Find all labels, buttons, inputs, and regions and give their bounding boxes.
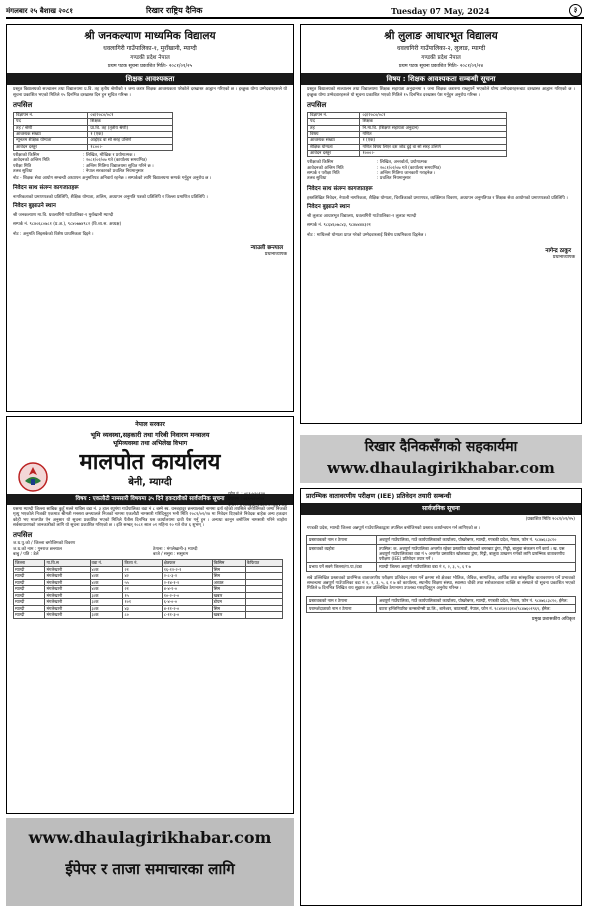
exam-key: परीक्षाको किसिम [307,160,334,166]
land-cell: ४।क [90,573,123,580]
land-cell: डोयम [212,599,245,606]
land-cell: मंगलेखानी [45,586,90,593]
header-left-date: मंगलबार २५ बैशाख २०८१ [6,7,73,15]
details-key: आवश्यक संख्या [308,138,360,144]
details-value: ०३/२०८०/०८१ [360,112,507,118]
owner-name: ज.ध.को नाम : गुनराज छन्त्याल [13,546,62,552]
land-cell: ४३ [123,605,162,612]
land-cell: म्याग्दी [14,599,45,606]
exam-value: : प्रचलित नियमानुसार [377,176,411,182]
exam-key: आवेदनको अन्तिम मिति [13,158,50,164]
notice-body: यसमा म्याग्दी जिल्ला साबिक कुहुँ मल्ले गाविस वडा नं. ३ हाल रघुगंगा गाउँपालिका वडा नं ८ बस्ने स्व. धनबहादुर छन्त्यालको नाममा दर्ता रहेको तपसिल बमोजिमको जग्गा निजको मृत्यु भएकोले निजकी एकमात्र श्रीमती मनसरा छन्त्यालले निजको नाममा एकलौटी नामसारी गरिदिनुहुन भनी मिति २०८१/०१/२४ मा निवेदन दिएकोले निवेदक बाहेक अन्य हकदार कोही भए मालपोत ऐन अनुसार यो सूचना प्रकाशित भएको मितिले पैंतीस दिनभित्र यस कार्यालयमा दावी पेश गर्नु हुन । अन्यथा कानून बमोजिम नामसारी गरिने व्यहोरा सर्वसाधारणको जानकारीको लागि यो सूचना प्रकाशित गरिएको छ । इति सम्बत् २०८१ साल ०१ महिना २० गते रोज ६ शुभम् । [13,506,287,529]
contact-note: नोट : माथिल्लो योग्यता प्राप्त गरेको उम्मेदवारलाई विशेष प्राथमिकता दिइनेछ । [307,232,427,238]
exam-value: : अन्तिम मितिमा जानकारी गराइनेछ । [377,171,436,177]
office-email: ईमेल : myagdi@dolrm.gov.np [228,501,287,507]
notice-malpot [6,416,294,814]
notice-lulang [300,24,582,424]
iee-table [306,535,576,571]
iee-pub-date: (प्रकाशित मितिः २०८१/०१/२५) [525,516,575,522]
land-cell: म्याग्दी [14,605,45,612]
iee-value: वाटरा इन्जिनियरिङ कन्सल्टेन्सी प्रा.लि., बानेश्वर, काठमाडौं, नेपाल, फोन नं. ९८४१४१२३१०/९८४७६०१९६९, ईमेल: [377,604,576,612]
exam-value: : नेपाल सरकारको प्रचलित नियमानुसार [83,169,144,175]
land-cell: २-८-३-२ [162,573,212,580]
details-key: विज्ञापन नं. [308,112,360,118]
exam-value: : २०८१/०२/०७ गते (कार्यालय समयभित्र) [83,158,147,164]
details-key: तह [308,125,360,131]
details-key: विषय [308,131,360,137]
land-cell: सिम [212,566,245,573]
office-fax: फ्याक्स : ०६९-५२०१२४ [228,496,265,502]
page-number: ३ [569,4,582,17]
details-key: विज्ञापन नं. [14,112,88,118]
notice-band: विषय : शिक्षक आवश्यकता सम्बन्धी सूचना [301,73,581,86]
publish-date: प्रथम पटक सूचना प्रकाशित मितिः- २०८१/०१/२४ [398,63,484,69]
iee-key: प्रस्तावकको नाम र ठेगाना [307,536,377,544]
office-title: मालपोत कार्यालय [79,450,221,475]
land-cell: मंगलेखानी [45,566,90,573]
land-col-header: कैफियत [245,560,282,567]
land-col-header: क्षेत्रफल [162,560,212,567]
school-name: श्री जनकल्याण माध्यमिक विद्यालय [84,30,216,42]
land-cell: ३।क [90,599,123,606]
land-cell: खबार [212,612,245,619]
land-cell: म्याग्दी [14,612,45,619]
land-cell: १०-२-२-० [162,592,212,599]
iee-row [307,604,576,612]
land-cell: १६-१२-२-१ [162,566,212,573]
notice-band: विषय : एकलौटी नामसारी विषयमा ३५ दिने हकदावीको सार्वजनिक सूचना [7,494,293,505]
iee-key: प्रभाव पर्ने सक्ने जिल्ला/गा.पा./वडा [307,563,377,571]
land-cell: ४२ [123,573,162,580]
details-value: गणित विषय लिएर दश जोड दुई वा सो सरह उत्तिर्ण [360,144,507,150]
masthead-title: रिखार राष्ट्रिय दैनिक [146,6,203,15]
land-row [14,612,283,619]
details-value: आईएड वा सो सरह उत्तिर्ण [88,138,173,144]
details-table [13,112,173,151]
land-cell: २-१४-१-२ [162,579,212,586]
notice-janakalyan [6,24,294,412]
details-key: आवेदन दस्तुर [308,150,360,156]
details-value: १ (एक) [360,138,507,144]
apply-title: निवेदन बुझाउने स्थान [307,204,350,211]
publish-date: प्रथम पटक सूचना प्रकाशित मितिः- २०८१/०१/२५ [107,63,193,69]
land-cell: मंगलेखानी [45,579,90,586]
docs-text: नागरिकताको प्रमाणपत्रको प्रतिलिपि, शैक्षिक योग्यता, तालिम, अध्यापन अनुमति पत्रको प्रतिलिपि र जिल्ला प्रमाणित प्रतिलिपि । [13,194,208,200]
details-title: तपसिल [307,101,327,110]
iee-value: अन्नपूर्ण गाउँपालिका, गाउँ कार्यपालिकाको कार्यालय, पोखरेबगर, म्याग्दी, गण्डकी प्रदेश, नेपाल, फोन नं. ९८४७६८३८१० [377,536,576,544]
advert-tagline: ईपेपर र ताजा समाचारका लागि [65,860,235,878]
iee-row [307,563,576,571]
land-cell: ८० [123,612,162,619]
iee-key: प्रस्तावको व्यहोरा [307,544,377,563]
page-header [6,4,584,19]
details-value: प्रा.वि. तह (तृतीय श्रेणी) [88,125,173,131]
owner-meta-row2 [7,552,293,557]
land-cell: ४।क [90,586,123,593]
details-key: पद [308,119,360,125]
land-cell: म्याग्दी [14,586,45,593]
details-row [14,144,173,150]
land-col-header: किसिम [212,560,245,567]
department-name: भूमिव्यवस्था तथा अभिलेख विभाग [112,439,188,447]
land-col-header: जिल्ला [14,560,45,567]
promo-url[interactable]: www.dhaulagirikhabar.com [327,458,555,477]
iee-band: सार्वजनिक सूचना [301,503,581,515]
iee-key: प्रस्तावकको नाम र ठेगाना [307,596,377,604]
exam-row [7,169,293,174]
exam-value: : २०८१/०२/०७ गते (कार्यालय समयभित्र) [377,165,441,171]
land-col-header: कित्ता नं. [123,560,162,567]
nepal-emblem-icon [17,461,49,493]
land-cell: म्याग्दी [14,592,45,599]
exam-value: : अन्तिम मितिमा विद्यालयमा सूचित गरिने छ । [83,163,154,169]
notice-iee [300,488,582,906]
land-cell: मंगलेखानी [45,573,90,580]
gov-name: नेपाल सरकार [135,421,165,428]
advert-url[interactable]: www.dhaulagirikhabar.com [28,828,272,847]
school-address: धवलागिरी गाउँपालिका-१, मुराँखानी, म्याग्दी [103,45,197,53]
contact-numbers: सम्पर्क नं. ९८४०६८०७८१ (प्र.अ.), ९८४०७७४९८२ (वि.व्य.स. अध्यक्ष) [13,222,122,228]
details-key: न्यूनतम शैक्षिक योग्यता [14,138,88,144]
school-name: श्री लुलाङ आधारभूत विद्यालय [384,30,498,42]
iee-row [307,536,576,544]
header-english-date: Tuesday 07 May, 2024 [391,6,490,16]
notice-intro: प्रस्तुत विद्यालयको सञ्चालन तथा विद्यालयमा शिक्षक सहायता अनुदानमा १ जना शिक्षक करारमा राख्नुपर्ने भएकोले योग्य उम्मेदवारहरूबाट दरखास्त आह्वान गरिएको छ । इच्छुक योग्य उम्मेदवारहरूले यो सूचना प्रकाशित भएको मितिले १५ दिनभित्र दरखास्त पेश गर्नुहुन अनुरोध गरिन्छ । [307,87,575,98]
signatory-name: नागेन्द्र ठाकुर [545,248,571,255]
table-title: तपसिल [13,531,33,540]
details-key: शैक्षिक योग्यता [308,144,360,150]
exam-key: आवेदनको अन्तिम मिति [307,165,344,171]
land-cell: ३।क [90,612,123,619]
apply-title: निवेदन बुझाउने स्थान [13,203,56,210]
details-key: तह / श्रेणी [14,125,88,131]
land-cell: सिम [212,586,245,593]
office-phone: फोन नं. : ०६९-५२०१२४ [228,491,266,496]
notice-note: नोट - शिक्षक सेवा आयोग सम्बन्धी अध्यापन अनुमतिपत्र अनिवार्य रहनेछ । सम्पर्कको लागि विद्यालयमा सम्पर्क गर्नुहुन अनुरोध छ । [13,176,212,182]
land-cell: १५ [123,592,162,599]
owner-grandfather: बाजे / ससुरा : ससुराम [153,551,189,557]
land-cell: मंगलेखानी [45,592,90,599]
exam-value: : लिखित, मौखिक र प्रयोगात्मक । [83,152,136,158]
land-cell: ४-४-१-० [162,586,212,593]
iee-body: सबै उल्लिखित प्रस्तावको प्रारम्भिक वातावरणीय परीक्षण प्रतिवेदन तयार गर्ने क्रममा सो क्षेत्रका भौतिक, जैविक, सामाजिक, आर्थिक तथा सांस्कृतिक वातावरणमा पर्ने प्रभावको सम्बन्धमा अन्नपूर्ण गाउँपालिका वडा नं १, २, ३, ५, ६ र ७ को कार्यालय, स्थानीय शिक्षण संस्था, स्वास्थ्य चौकी तथा सरोकारवाला व्यक्ति वा संस्थाले यो सूचना प्रकाशित भएको मितिले ७ दिनभित्र लिखित राय सुझाव तल उल्लिखित ठेगानामा उपलब्ध गराइदिनुहुन अनुरोध गरिन्छ । [307,575,575,592]
land-cell: २१ [123,566,162,573]
exam-key: तलब सुविधा [13,169,33,175]
details-value: १ (एक) [88,131,173,137]
details-title: तपसिल [13,101,33,110]
details-value: शिक्षक [88,119,173,125]
land-cell: ६-४-०-० [162,599,212,606]
details-row [308,150,507,156]
land-cell: म्याग्दी [14,573,45,580]
promo-line1: रिखार दैनिकसँगको सहकार्यमा [364,439,518,455]
signatory-role: प्रधानाध्यापक [552,255,575,261]
land-cell: मंगलेखानी [45,599,90,606]
iee-key: परामर्शदाताको नाम र ठेगाना [307,604,377,612]
exam-info [301,160,581,181]
land-col-header: वडा नं. [90,560,123,567]
land-cell: मंगलेखानी [45,605,90,612]
school-province: गण्डकी प्रदेश नेपाल [421,54,461,61]
ministry-name: भूमि व्यवस्था,सहकारी तथा गरिबी निवारण मन्त्रालय [90,430,210,439]
land-cell [245,612,282,619]
office-contact [228,491,287,507]
iee-intro: गण्डकी प्रदेश, म्याग्दी जिल्ला अन्नपूर्ण गाउँपालिकाद्वारा तपसिल बमोजिमको प्रस्ताव कार्यान्वयन गर्न लागिएको छ । [307,526,481,531]
details-value: १०००।- [360,150,507,156]
land-cell: सिम [212,573,245,580]
notice-intro: प्रस्तुत विद्यालयको सञ्चालन तथा विद्यालयमा प्र.वि. तह तृतीय श्रेणीको १ जना करार शिक्षक आवश्यकता परेकोले दरखास्त आह्वान गरिएको छ । इच्छुक योग्य उम्मेदवारहरूले यो सूचना प्रकाशित भएको मितिले १५ दिनभित्र दरखास्त दिन हुन सूचित गरिन्छ । [13,87,287,98]
school-province: गण्डकी प्रदेश नेपाल [130,54,170,61]
owner-father: बाबु / पति : डेले [13,551,39,557]
land-cell: ४।क [90,579,123,586]
land-cell: अव्वल [212,579,245,586]
land-cell: ३।क [90,605,123,612]
details-key: पद [14,119,88,125]
iee-signatory: प्रमुख प्रशासकीय अधिकृत [531,617,575,623]
land-cell: मंगलेखानी [45,612,90,619]
land-cell: २१ [123,586,162,593]
iee-title: प्रारम्भिक वातावरणीय परीक्षण (IEE) प्रतिवेदन तयारी सम्बन्धी [306,492,452,500]
notice-band: शिक्षक आवश्यकता [7,73,293,86]
school-address: धवलागिरी गाउँपालिका-२, लुलाङ, म्याग्दी [396,45,486,53]
docs-title: निवेदन साथ संलग्न कागजातहरू [13,184,79,191]
details-value: गणित [360,131,507,137]
docs-text: हस्तलिखित निवेदन, नेपाली नागरिकता, शैक्षिक योग्यता, चिरत्रिकाको प्रमाणपत्र, व्यक्तिगत विवरण, अध्यापन अनुमतिपत्र र शिक्षक सेवा आयोगको प्रमाणपत्रको प्रतिलिपि । [307,195,568,201]
owner-address: ठेगाना : मंगलेखानी-३ म्याग्दी [153,546,198,552]
bottom-advert [6,818,294,906]
details-table [307,112,507,158]
details-value: नि.मा.वि. (शिक्षण सहायता अनुदान) [360,125,507,131]
iee-value: तपसिल: क. अन्नपूर्ण गाउँपालिका अन्तर्गत रहेका प्रस्तावित खोलाको बगरबाट ढुंगा, गिट्टी, बालुवा संकलन गर्ने कार्य । ख. यस अन्नपूर्ण गाउँपालिकाका वडा नं ५ अन्तर्गत प्रस्तावित खोलाबाट ढुंगा, गिट्टी, बालुवा उत्खनन गर्नको लागि प्रारम्भिक वातावरणीय परीक्षण (IEE) प्रतिवेदन तयार गर्ने । [377,544,576,563]
land-cell: ३।क [90,592,123,599]
exam-row [301,176,581,181]
apply-place: श्री लुलाङ आधारभूत विद्यालय, धवलागिरी गाउँपालिका-२ लुलाङ म्याग्दी [307,214,417,220]
owner-meta1: ज.ध.पु.को / जिल्ला बमोजिमको विवरण [13,541,76,547]
signatory-name: न्याउली छन्त्याल [250,245,283,252]
details-value: १८००।- [88,144,173,150]
exam-key: परीक्षाको किसिम [13,152,40,158]
land-cell: ५५ [123,579,162,586]
exam-key: सम्पर्क र परीक्षा मिति [307,171,340,177]
iee-value: म्याग्दी जिल्ला अन्नपूर्ण गाउँपालिका वडा नं १, २, ३, ५, ६ र ७ [377,563,576,571]
land-col-header: गा.वि.स [45,560,90,567]
signatory-role: प्रधानाध्यापक [264,252,287,258]
details-value: ०४/२०८०/०८१ [88,112,173,118]
land-table [13,559,283,619]
apply-place: श्री जनकल्याण मा.वि. धवलागिरी गाउँपालिका-१ मुराँखानी म्याग्दी [13,213,114,219]
iee-row [307,544,576,563]
details-key: आवश्यक संख्या [14,131,88,137]
details-key: आवेदन दस्तुर [14,144,88,150]
contact-numbers: सम्पर्क नं. ९८६४६०७८४३, ९८४७४४४३२१ [307,223,371,229]
land-cell: १०१ [123,599,162,606]
land-cell: खबार [212,592,245,599]
docs-title: निवेदन साथ संलग्न कागजातहरू [307,185,373,192]
land-cell: ४।क [90,566,123,573]
land-cell: सिम [212,605,245,612]
office-place: बेनी, म्याग्दी [128,476,172,488]
land-cell: म्याग्दी [14,566,45,573]
exam-value: : लिखित, अन्तर्वार्ता, प्रयोगात्मक [377,160,428,166]
iee-row [307,596,576,604]
exam-key: परीक्षा मिति [13,163,32,169]
promo-banner [300,435,582,483]
land-cell: ४-११-२-० [162,605,212,612]
iee-table2 [306,596,576,614]
contact-note: नोट : अनुमति लिइसकेको विशेष प्राथमिकता दिइने । [13,231,94,237]
exam-info [7,153,293,174]
land-cell: म्याग्दी [14,579,45,586]
iee-value: अन्नपूर्ण गाउँपालिका, गाउँ कार्यपालिकाको कार्यालय, पोखरेबगर, म्याग्दी, गण्डकी प्रदेश, नेपाल, फोन नं. ९८४७६८३८१०, ईमेल: [377,596,576,604]
details-value: शिक्षक [360,119,507,125]
land-cell: ८-११-३-० [162,612,212,619]
exam-key: तलब सुविधा [307,176,327,182]
